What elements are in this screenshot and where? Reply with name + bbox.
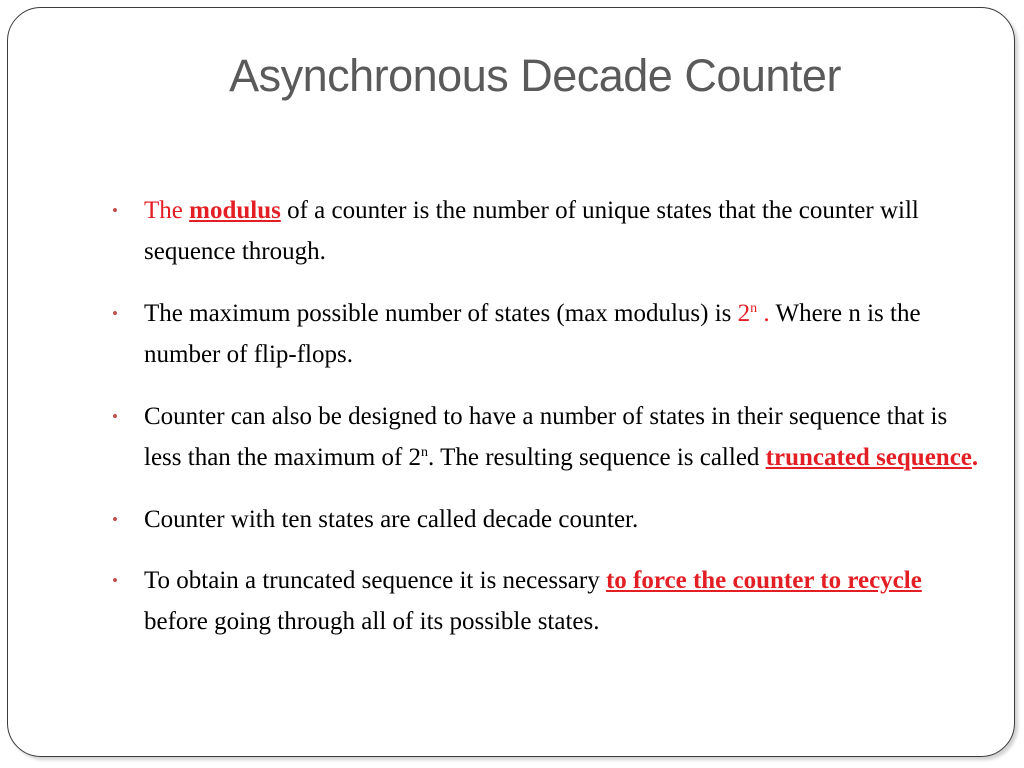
bullet-marker: • bbox=[112, 201, 118, 220]
bullet-text: before going through all of its possible states. bbox=[144, 608, 600, 635]
bullet-text-the: The bbox=[144, 197, 190, 224]
force-recycle-term: to force the counter to recycle bbox=[605, 567, 922, 594]
bullet-marker: • bbox=[112, 407, 118, 426]
bullet-marker: • bbox=[112, 571, 118, 590]
power-base: 2 bbox=[737, 300, 751, 327]
bullet-marker: • bbox=[112, 510, 118, 529]
bullet-text: . The resulting sequence is called bbox=[428, 444, 766, 471]
power-exponent: n bbox=[421, 445, 429, 460]
bullet-max-states bbox=[110, 293, 980, 375]
slide-title: Asynchronous Decade Counter bbox=[229, 50, 841, 101]
truncated-sequence-term: truncated sequence bbox=[765, 444, 972, 471]
period: . bbox=[971, 444, 979, 471]
bullet-text: of a counter is the number of unique states that the counter will sequence through. bbox=[144, 197, 919, 265]
power-dot: . bbox=[757, 300, 770, 327]
bullet-text: The maximum possible number of states (max modulus) is bbox=[144, 300, 738, 327]
bullet-modulus bbox=[110, 190, 980, 272]
power-exponent: n bbox=[750, 301, 758, 316]
bullet-recycle bbox=[110, 560, 980, 642]
bullet-text: Counter can also be designed to have a number of states in their sequence that is less than the maximum of 2 bbox=[144, 403, 948, 471]
modulus-term: modulus bbox=[189, 197, 281, 224]
bullet-text: Counter with ten states are called decade counter. bbox=[144, 506, 639, 533]
bullet-text: To obtain a truncated sequence it is necessary bbox=[144, 567, 606, 594]
bullet-decade bbox=[110, 499, 980, 540]
bullet-marker: • bbox=[112, 304, 118, 323]
bullet-list bbox=[110, 190, 980, 642]
bullet-text: Where n is the number of flip-flops. bbox=[144, 300, 921, 368]
bullet-truncated bbox=[110, 396, 980, 478]
